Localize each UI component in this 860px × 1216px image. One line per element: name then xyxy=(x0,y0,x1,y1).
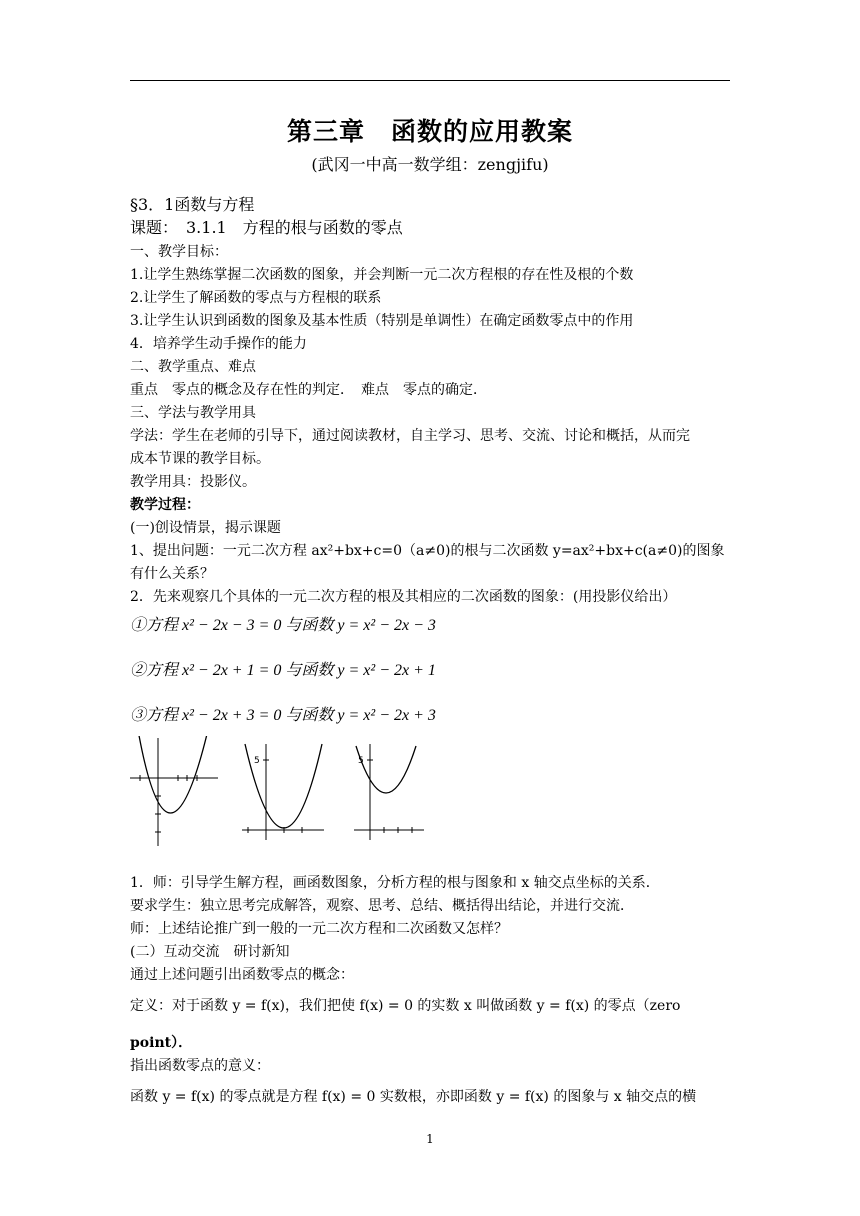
methods-text-2: 成本节课的教学目标。 xyxy=(130,451,270,467)
goals-heading: 一、教学目标： xyxy=(130,244,228,260)
step-1-heading: (一)创设情景，揭示课题 xyxy=(130,520,281,536)
page-title: 第三章 函数的应用教案 xyxy=(286,117,573,146)
question-1-line-2: 有什么关系？ xyxy=(130,566,214,582)
goal-3: 3.让学生认识到函数的图象及基本性质（特别是单调性）在确定函数零点中的作用 xyxy=(130,313,634,329)
goal-1: 1.让学生熟练掌握二次函数的图象，并会判断一元二次方程根的存在性及根的个数 xyxy=(130,267,634,283)
keypoints-text: 重点 零点的概念及存在性的判定． 难点 零点的确定． xyxy=(130,382,487,398)
graph-1-parabola xyxy=(138,736,208,813)
teacher-instruction-2: 师：上述结论推广到一般的一元二次方程和二次函数又怎样？ xyxy=(130,921,508,937)
page-subtitle: (武冈一中高一数学组：zengjifu) xyxy=(311,155,549,174)
meaning-heading: 指出函数零点的意义： xyxy=(130,1058,270,1074)
definition-line-1: 定义：对于函数 y = f(x)，我们把使 f(x) = 0 的实数 x 叫做函数 y = f(x) 的零点（zero xyxy=(130,998,681,1014)
lesson-title: 课题： 3.1.1 方程的根与函数的零点 xyxy=(130,218,403,237)
methods-text-1: 学法：学生在老师的引导下，通过阅读教材，自主学习、思考、交流、讨论和概括，从而完 xyxy=(130,428,690,444)
header-rule xyxy=(130,80,730,81)
equation-1: ①方程 x² − 2x − 3 = 0 与函数 y = x² − 2x − 3 xyxy=(130,617,436,634)
question-2: 2．先来观察几个具体的一元二次方程的根及其相应的二次函数的图象：(用投影仪给出） xyxy=(130,589,677,605)
meaning-text: 函数 y = f(x) 的零点就是方程 f(x) = 0 实数根，亦即函数 y = f(x) 的图象与 x 轴交点的横 xyxy=(130,1089,697,1105)
question-1-line-1: 1、提出问题：一元二次方程 ax²+bx+c=0（a≠0)的根与二次函数 y=ax²+bx+c(a≠0)的图象 xyxy=(130,543,725,559)
graph-2 xyxy=(240,742,328,842)
process-heading: 教学过程： xyxy=(130,497,200,513)
section-heading: §3．1函数与方程 xyxy=(130,195,255,214)
intro-text: 通过上述问题引出函数零点的概念： xyxy=(130,967,354,983)
graph-3-parabola xyxy=(356,746,416,793)
page-number: 1 xyxy=(426,1132,434,1146)
teacher-instruction-1: 1．师：引导学生解方程，画函数图象，分析方程的根与图象和 x 轴交点坐标的关系． xyxy=(130,875,660,891)
equation-3: ③方程 x² − 2x + 3 = 0 与函数 y = x² − 2x + 3 xyxy=(130,707,436,724)
graph-3 xyxy=(352,742,428,842)
graph-1 xyxy=(128,736,220,848)
step-2-heading: (二）互动交流 研讨新知 xyxy=(130,944,290,960)
keypoints-heading: 二、教学重点、难点 xyxy=(130,359,256,375)
graph-3-tick-label: 5 xyxy=(358,756,364,766)
definition-line-2: point）． xyxy=(130,1035,193,1051)
equation-2: ②方程 x² − 2x + 1 = 0 与函数 y = x² − 2x + 1 xyxy=(130,662,436,679)
student-requirement: 要求学生：独立思考完成解答，观察、思考、总结、概括得出结论，并进行交流． xyxy=(130,898,634,914)
methods-heading: 三、学法与教学用具 xyxy=(130,405,256,421)
tools-text: 教学用具：投影仪。 xyxy=(130,474,256,490)
graph-2-tick-label: 5 xyxy=(254,756,260,766)
goal-2: 2.让学生了解函数的零点与方程根的联系 xyxy=(130,290,382,306)
goal-4: 4．培养学生动手操作的能力 xyxy=(130,336,307,352)
